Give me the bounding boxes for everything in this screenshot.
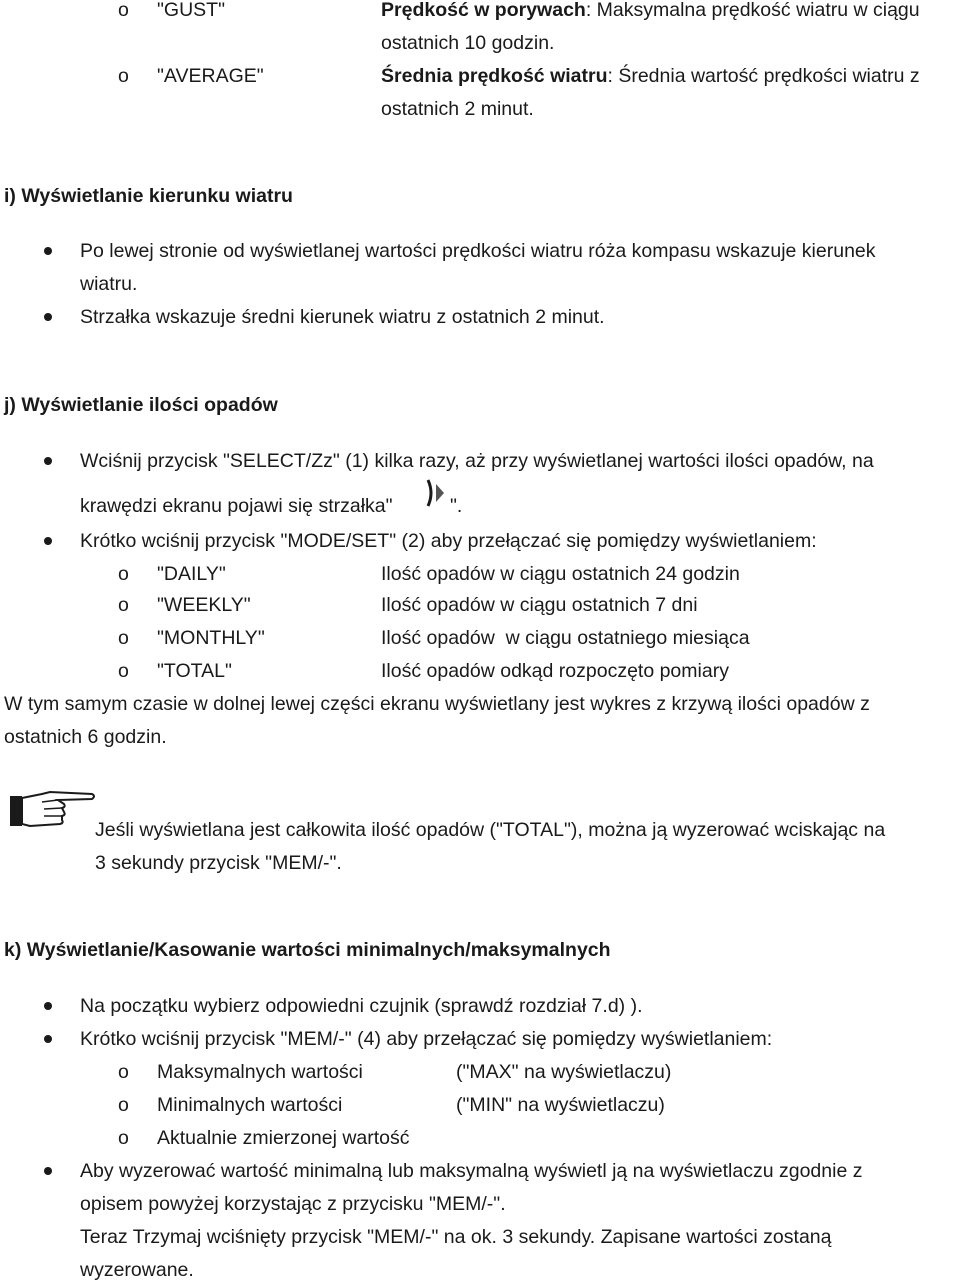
option-max-label: Maksymalnych wartości xyxy=(157,1061,363,1083)
section-k-bullet-3-cont3: wyzerowane. xyxy=(80,1259,194,1281)
section-k-bullet-3: Aby wyzerować wartość minimalną lub maksymalną wyświetl ją na wyświetlaczu zgodnie z xyxy=(80,1160,863,1182)
mode-key-gust: "GUST" xyxy=(157,0,226,21)
section-j-bullet-1-end: ". xyxy=(450,495,463,517)
mode-desc-total: Ilość opadów odkąd rozpoczęto pomiary xyxy=(381,660,729,682)
bullet-dot xyxy=(44,313,52,321)
section-j-bullet-1-cont: krawędzi ekranu pojawi się strzałka" xyxy=(80,495,393,517)
mode-key-total: "TOTAL" xyxy=(157,660,232,682)
list-marker: o xyxy=(118,627,129,649)
option-max-note: ("MAX" na wyświetlaczu) xyxy=(456,1061,672,1083)
list-marker: o xyxy=(118,594,129,616)
bullet-dot xyxy=(44,1167,52,1175)
section-k-bullet-2: Krótko wciśnij przycisk "MEM/-" (4) aby przełączać się pomiędzy wyświetlaniem: xyxy=(80,1028,773,1050)
note-text-cont: 3 sekundy przycisk "MEM/-". xyxy=(95,852,342,874)
bullet-dot xyxy=(44,537,52,545)
mode-key-daily: "DAILY" xyxy=(157,563,226,585)
list-marker: o xyxy=(118,1127,129,1149)
mode-key-average: "AVERAGE" xyxy=(157,65,264,87)
section-j-bullet-2: Krótko wciśnij przycisk "MODE/SET" (2) aby przełączać się pomiędzy wyświetlaniem: xyxy=(80,530,817,552)
bullet-dot xyxy=(44,457,52,465)
mode-desc-daily: Ilość opadów w ciągu ostatnich 24 godzin xyxy=(381,563,740,585)
bullet-dot xyxy=(44,1035,52,1043)
pointing-hand-icon xyxy=(8,788,98,834)
section-k-heading: k) Wyświetlanie/Kasowanie wartości minimalnych/maksymalnych xyxy=(4,939,611,961)
list-marker: o xyxy=(118,660,129,682)
section-j-paragraph-cont: ostatnich 6 godzin. xyxy=(4,726,167,748)
average-description-cont: ostatnich 2 minut. xyxy=(381,98,534,120)
section-i-heading: i) Wyświetlanie kierunku wiatru xyxy=(4,185,293,207)
option-current-label: Aktualnie zmierzonej wartość xyxy=(157,1127,410,1149)
gust-description-cont: ostatnich 10 godzin. xyxy=(381,32,555,54)
section-k-bullet-1: Na początku wybierz odpowiedni czujnik (sprawdź rozdział 7.d) ). xyxy=(80,995,643,1017)
section-i-bullet-1-cont: wiatru. xyxy=(80,273,138,295)
bullet-dot xyxy=(44,247,52,255)
note-text: Jeśli wyświetlana jest całkowita ilość opadów ("TOTAL"), można ją wyzerować wciskając na xyxy=(95,819,886,841)
list-marker: o xyxy=(118,0,129,21)
section-k-bullet-3-cont2: Teraz Trzymaj wciśnięty przycisk "MEM/-" na ok. 3 sekundy. Zapisane wartości zostaną xyxy=(80,1226,832,1248)
section-j-paragraph: W tym samym czasie w dolnej lewej części ekranu wyświetlany jest wykres z krzywą ilości opadów z xyxy=(4,693,870,715)
list-marker: o xyxy=(118,1061,129,1083)
mode-desc-monthly: Ilość opadów w ciągu ostatniego miesiąca xyxy=(381,627,750,649)
section-i-bullet-2: Strzałka wskazuje średni kierunek wiatru z ostatnich 2 minut. xyxy=(80,306,605,328)
list-marker: o xyxy=(118,1094,129,1116)
section-j-heading: j) Wyświetlanie ilości opadów xyxy=(4,394,278,416)
section-k-bullet-3-cont: opisem powyżej korzystając z przycisku "MEM/-". xyxy=(80,1193,506,1215)
mode-key-weekly: "WEEKLY" xyxy=(157,594,251,616)
gust-description: Prędkość w porywach: Maksymalna prędkość wiatru w ciągu xyxy=(381,0,920,21)
average-description: Średnia prędkość wiatru: Średnia wartość prędkości wiatru z xyxy=(381,65,920,87)
arrow-marker-icon xyxy=(424,478,448,508)
section-i-bullet-1: Po lewej stronie od wyświetlanej wartości prędkości wiatru róża kompasu wskazuje kierunek xyxy=(80,240,876,262)
mode-key-monthly: "MONTHLY" xyxy=(157,627,265,649)
list-marker: o xyxy=(118,563,129,585)
list-marker: o xyxy=(118,65,129,87)
section-j-bullet-1: Wciśnij przycisk "SELECT/Zz" (1) kilka razy, aż przy wyświetlanej wartości ilości opadów, na xyxy=(80,450,874,472)
option-min-note: ("MIN" na wyświetlaczu) xyxy=(456,1094,665,1116)
mode-desc-weekly: Ilość opadów w ciągu ostatnich 7 dni xyxy=(381,594,698,616)
bullet-dot xyxy=(44,1002,52,1010)
option-min-label: Minimalnych wartości xyxy=(157,1094,343,1116)
